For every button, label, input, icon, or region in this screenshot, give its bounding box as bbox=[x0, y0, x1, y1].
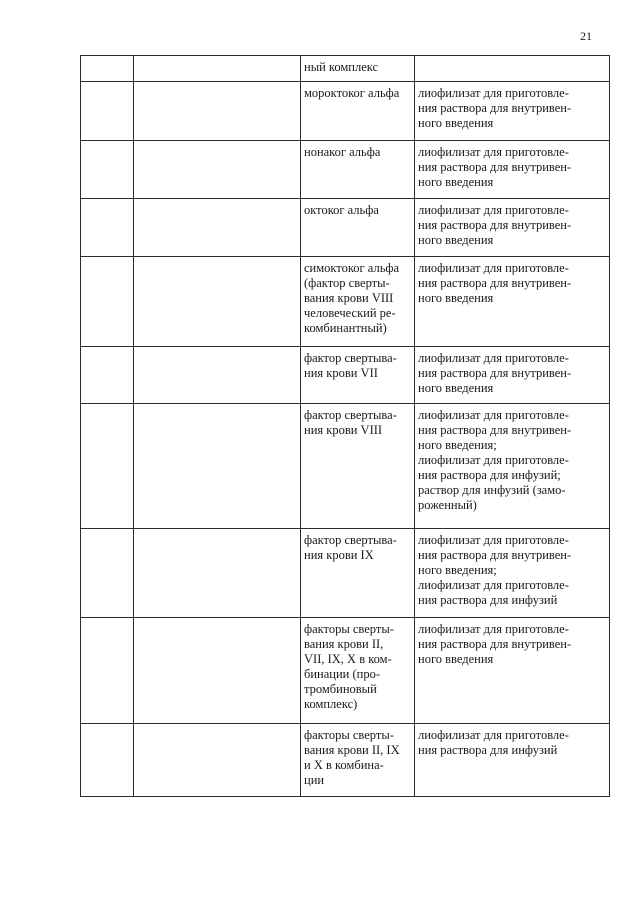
atc-group-cell bbox=[134, 347, 301, 404]
drug-name-cell: факторы сверты- вания крови II, IX и X в комбина- ции bbox=[301, 724, 415, 797]
dosage-form-cell: лиофилизат для приготовле- ния раствора для внутривен- ного введения bbox=[415, 141, 610, 199]
dosage-form-cell: лиофилизат для приготовле- ния раствора для инфузий bbox=[415, 724, 610, 797]
drug-name-cell: фактор свертыва- ния крови VIII bbox=[301, 404, 415, 529]
table-row bbox=[81, 141, 610, 199]
drug-name-cell: мороктоког альфа bbox=[301, 82, 415, 141]
dosage-form-cell: лиофилизат для приготовле- ния раствора для внутривен- ного введения; лиофилизат для приготовле- ния раствора для инфузий; раствор для инфузий (замо- роженный) bbox=[415, 404, 610, 529]
dosage-form-cell: лиофилизат для приготовле- ния раствора для внутривен- ного введения bbox=[415, 347, 610, 404]
table-row bbox=[81, 82, 610, 141]
dosage-form-cell: лиофилизат для приготовле- ния раствора для внутривен- ного введения bbox=[415, 199, 610, 257]
atc-code-cell bbox=[81, 347, 134, 404]
table-row bbox=[81, 618, 610, 724]
atc-code-cell bbox=[81, 257, 134, 347]
table-row bbox=[81, 404, 610, 529]
drug-name-cell: ный комплекс bbox=[301, 56, 415, 82]
atc-code-cell bbox=[81, 404, 134, 529]
table-row bbox=[81, 56, 610, 82]
dosage-form-cell: лиофилизат для приготовле- ния раствора для внутривен- ного введения bbox=[415, 618, 610, 724]
table-row bbox=[81, 199, 610, 257]
atc-code-cell bbox=[81, 56, 134, 82]
atc-group-cell bbox=[134, 257, 301, 347]
drug-name-cell: фактор свертыва- ния крови IX bbox=[301, 529, 415, 618]
table-row bbox=[81, 529, 610, 618]
dosage-form-cell: лиофилизат для приготовле- ния раствора для внутривен- ного введения bbox=[415, 82, 610, 141]
atc-group-cell bbox=[134, 141, 301, 199]
table-row bbox=[81, 347, 610, 404]
table-row bbox=[81, 724, 610, 797]
atc-code-cell bbox=[81, 618, 134, 724]
atc-group-cell bbox=[134, 82, 301, 141]
atc-group-cell bbox=[134, 56, 301, 82]
dosage-form-cell: лиофилизат для приготовле- ния раствора для внутривен- ного введения; лиофилизат для приготовле- ния раствора для инфузий bbox=[415, 529, 610, 618]
atc-group-cell bbox=[134, 404, 301, 529]
drug-name-cell: симоктоког альфа (фактор сверты- вания крови VIII человеческий ре- комбинантный) bbox=[301, 257, 415, 347]
atc-code-cell bbox=[81, 724, 134, 797]
atc-group-cell bbox=[134, 618, 301, 724]
drug-table bbox=[80, 55, 610, 797]
atc-code-cell bbox=[81, 82, 134, 141]
drug-name-cell: фактор свертыва- ния крови VII bbox=[301, 347, 415, 404]
dosage-form-cell bbox=[415, 56, 610, 82]
atc-code-cell bbox=[81, 141, 134, 199]
atc-group-cell bbox=[134, 199, 301, 257]
drug-name-cell: нонаког альфа bbox=[301, 141, 415, 199]
drug-name-cell: октоког альфа bbox=[301, 199, 415, 257]
page-number: 21 bbox=[580, 29, 592, 43]
atc-code-cell bbox=[81, 199, 134, 257]
atc-group-cell bbox=[134, 724, 301, 797]
atc-group-cell bbox=[134, 529, 301, 618]
dosage-form-cell: лиофилизат для приготовле- ния раствора для внутривен- ного введения bbox=[415, 257, 610, 347]
table-row bbox=[81, 257, 610, 347]
drug-name-cell: факторы сверты- вания крови II, VII, IX, X в ком- бинации (про- тромбиновый комплекс) bbox=[301, 618, 415, 724]
atc-code-cell bbox=[81, 529, 134, 618]
